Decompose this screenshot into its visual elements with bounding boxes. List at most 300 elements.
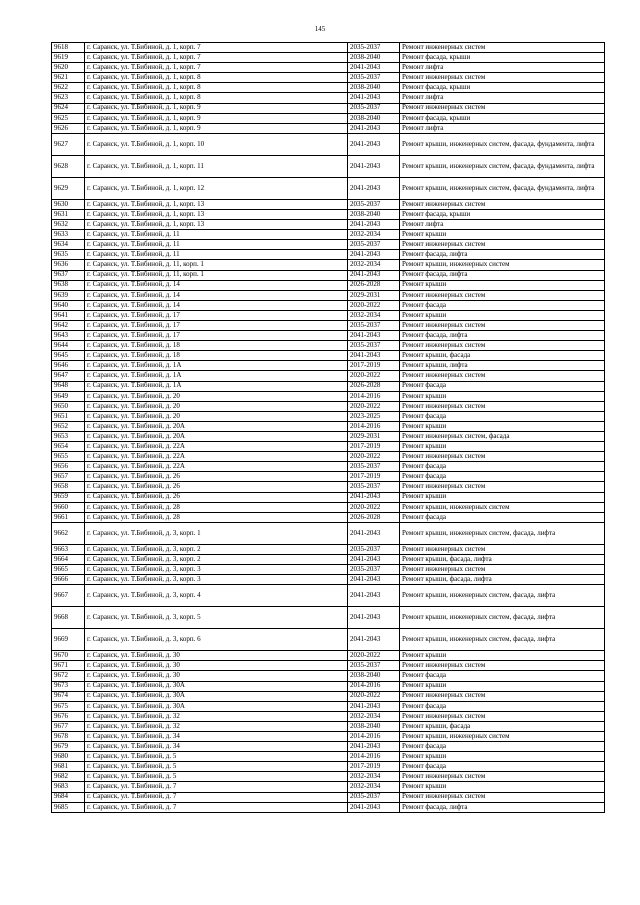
address-cell: г. Саранск, ул. Т.Бибиной, д. 14: [85, 280, 348, 290]
address-cell: г. Саранск, ул. Т.Бибиной, д. 17: [85, 331, 348, 341]
period-cell: 2029-2031: [348, 290, 400, 300]
address-cell: г. Саранск, ул. Т.Бибиной, д. 34: [85, 742, 348, 752]
row-number-cell: 9648: [52, 381, 85, 391]
table-row: [52, 103, 605, 113]
row-number-cell: 9668: [52, 607, 85, 629]
row-number-cell: 9657: [52, 472, 85, 482]
work-type-cell: Ремонт крыши, инженерных систем, фасада, лифта: [400, 607, 605, 629]
table-row: [52, 381, 605, 391]
address-cell: г. Саранск, ул. Т.Бибиной, д. 20: [85, 401, 348, 411]
row-number-cell: 9673: [52, 681, 85, 691]
row-number-cell: 9625: [52, 113, 85, 123]
work-type-cell: Ремонт крыши, инженерных систем: [400, 731, 605, 741]
period-cell: 2038-2040: [348, 671, 400, 681]
work-type-cell: Ремонт инженерных систем: [400, 482, 605, 492]
work-type-cell: Ремонт инженерных систем: [400, 772, 605, 782]
period-cell: 2041-2043: [348, 155, 400, 177]
row-number-cell: 9663: [52, 544, 85, 554]
work-type-cell: Ремонт инженерных систем: [400, 341, 605, 351]
address-cell: г. Саранск, ул. Т.Бибиной, д. 1А: [85, 371, 348, 381]
address-cell: г. Саранск, ул. Т.Бибиной, д. 1, корп. 8: [85, 73, 348, 83]
work-type-cell: Ремонт крыши, инженерных систем, фасада, лифта: [400, 585, 605, 607]
work-type-cell: Ремонт крыши: [400, 681, 605, 691]
work-type-cell: Ремонт крыши: [400, 782, 605, 792]
work-type-cell: Ремонт инженерных систем: [400, 452, 605, 462]
row-number-cell: 9678: [52, 731, 85, 741]
period-cell: 2026-2028: [348, 381, 400, 391]
address-cell: г. Саранск, ул. Т.Бибиной, д. 3, корп. 3: [85, 565, 348, 575]
row-number-cell: 9633: [52, 230, 85, 240]
table-row: [52, 742, 605, 752]
work-type-cell: Ремонт фасада: [400, 701, 605, 711]
table-row: [52, 522, 605, 544]
row-number-cell: 9681: [52, 762, 85, 772]
table-row: [52, 113, 605, 123]
row-number-cell: 9626: [52, 123, 85, 133]
work-type-cell: Ремонт инженерных систем: [400, 290, 605, 300]
table-row: [52, 585, 605, 607]
table-row: [52, 260, 605, 270]
period-cell: 2038-2040: [348, 721, 400, 731]
table-row: [52, 512, 605, 522]
table-row: [52, 442, 605, 452]
table-row: [52, 772, 605, 782]
row-number-cell: 9630: [52, 199, 85, 209]
period-cell: 2014-2016: [348, 681, 400, 691]
work-type-cell: Ремонт инженерных систем: [400, 661, 605, 671]
work-type-cell: Ремонт крыши, фасада, лифта: [400, 575, 605, 585]
period-cell: 2041-2043: [348, 351, 400, 361]
work-type-cell: Ремонт крыши: [400, 651, 605, 661]
table-row: [52, 391, 605, 401]
address-cell: г. Саранск, ул. Т.Бибиной, д. 30: [85, 661, 348, 671]
address-cell: г. Саранск, ул. Т.Бибиной, д. 1А: [85, 361, 348, 371]
table-row: [52, 270, 605, 280]
address-cell: г. Саранск, ул. Т.Бибиной, д. 7: [85, 782, 348, 792]
period-cell: 2038-2040: [348, 53, 400, 63]
row-number-cell: 9680: [52, 752, 85, 762]
row-number-cell: 9675: [52, 701, 85, 711]
row-number-cell: 9674: [52, 691, 85, 701]
table-row: [52, 177, 605, 199]
work-type-cell: Ремонт крыши: [400, 310, 605, 320]
work-type-cell: Ремонт крыши: [400, 492, 605, 502]
row-number-cell: 9669: [52, 629, 85, 651]
period-cell: 2017-2019: [348, 361, 400, 371]
row-number-cell: 9649: [52, 391, 85, 401]
row-number-cell: 9638: [52, 280, 85, 290]
period-cell: 2032-2034: [348, 230, 400, 240]
table-row: [52, 155, 605, 177]
table-row: [52, 230, 605, 240]
work-type-cell: Ремонт инженерных систем: [400, 43, 605, 53]
row-number-cell: 9642: [52, 320, 85, 330]
address-cell: г. Саранск, ул. Т.Бибиной, д. 18: [85, 351, 348, 361]
period-cell: 2041-2043: [348, 585, 400, 607]
table-row: [52, 661, 605, 671]
row-number-cell: 9621: [52, 73, 85, 83]
period-cell: 2038-2040: [348, 209, 400, 219]
period-cell: 2041-2043: [348, 554, 400, 564]
period-cell: 2035-2037: [348, 240, 400, 250]
table-row: [52, 123, 605, 133]
address-cell: г. Саранск, ул. Т.Бибиной, д. 11: [85, 250, 348, 260]
period-cell: 2041-2043: [348, 742, 400, 752]
period-cell: 2014-2016: [348, 391, 400, 401]
period-cell: 2041-2043: [348, 607, 400, 629]
address-cell: г. Саранск, ул. Т.Бибиной, д. 32: [85, 711, 348, 721]
row-number-cell: 9641: [52, 310, 85, 320]
period-cell: 2041-2043: [348, 522, 400, 544]
table-row: [52, 43, 605, 53]
row-number-cell: 9647: [52, 371, 85, 381]
table-row: [52, 310, 605, 320]
page-number: 145: [314, 25, 326, 33]
period-cell: 2032-2034: [348, 260, 400, 270]
table-row: [52, 401, 605, 411]
period-cell: 2020-2022: [348, 502, 400, 512]
work-type-cell: Ремонт фасада, лифта: [400, 270, 605, 280]
period-cell: 2035-2037: [348, 320, 400, 330]
work-type-cell: Ремонт крыши: [400, 280, 605, 290]
address-cell: г. Саранск, ул. Т.Бибиной, д. 7: [85, 802, 348, 812]
period-cell: 2035-2037: [348, 792, 400, 802]
address-cell: г. Саранск, ул. Т.Бибиной, д. 30А: [85, 701, 348, 711]
work-type-cell: Ремонт крыши, фасада, лифта: [400, 554, 605, 564]
period-cell: 2026-2028: [348, 512, 400, 522]
row-number-cell: 9643: [52, 331, 85, 341]
period-cell: 2041-2043: [348, 575, 400, 585]
row-number-cell: 9683: [52, 782, 85, 792]
address-cell: г. Саранск, ул. Т.Бибиной, д. 5: [85, 772, 348, 782]
row-number-cell: 9637: [52, 270, 85, 280]
work-type-cell: Ремонт фасада, крыши: [400, 83, 605, 93]
table-row: [52, 452, 605, 462]
period-cell: 2035-2037: [348, 661, 400, 671]
address-cell: г. Саранск, ул. Т.Бибиной, д. 30: [85, 651, 348, 661]
address-cell: г. Саранск, ул. Т.Бибиной, д. 22А: [85, 452, 348, 462]
table-row: [52, 341, 605, 351]
table-row: [52, 554, 605, 564]
row-number-cell: 9636: [52, 260, 85, 270]
work-type-cell: Ремонт крыши: [400, 391, 605, 401]
address-cell: г. Саранск, ул. Т.Бибиной, д. 3, корп. 2: [85, 544, 348, 554]
address-cell: г. Саранск, ул. Т.Бибиной, д. 22А: [85, 442, 348, 452]
period-cell: 2041-2043: [348, 492, 400, 502]
work-type-cell: Ремонт инженерных систем: [400, 371, 605, 381]
row-number-cell: 9644: [52, 341, 85, 351]
row-number-cell: 9660: [52, 502, 85, 512]
period-cell: 2017-2019: [348, 472, 400, 482]
work-type-cell: Ремонт крыши, инженерных систем, фасада, фундамента, лифта: [400, 177, 605, 199]
period-cell: 2041-2043: [348, 629, 400, 651]
work-type-cell: Ремонт крыши, инженерных систем, фасада, фундамента, лифта: [400, 133, 605, 155]
period-cell: 2035-2037: [348, 341, 400, 351]
address-cell: г. Саранск, ул. Т.Бибиной, д. 26: [85, 492, 348, 502]
repair-schedule-table: [51, 42, 605, 813]
work-type-cell: Ремонт фасада: [400, 462, 605, 472]
table-row: [52, 280, 605, 290]
row-number-cell: 9676: [52, 711, 85, 721]
period-cell: 2041-2043: [348, 133, 400, 155]
table-row: [52, 575, 605, 585]
address-cell: г. Саранск, ул. Т.Бибиной, д. 17: [85, 310, 348, 320]
period-cell: 2020-2022: [348, 452, 400, 462]
work-type-cell: Ремонт лифта: [400, 123, 605, 133]
address-cell: г. Саранск, ул. Т.Бибиной, д. 1, корп. 7: [85, 43, 348, 53]
address-cell: г. Саранск, ул. Т.Бибиной, д. 1, корп. 13: [85, 209, 348, 219]
work-type-cell: Ремонт фасада, лифта: [400, 331, 605, 341]
work-type-cell: Ремонт фасада: [400, 671, 605, 681]
row-number-cell: 9665: [52, 565, 85, 575]
work-type-cell: Ремонт фасада: [400, 762, 605, 772]
table-row: [52, 300, 605, 310]
period-cell: 2020-2022: [348, 300, 400, 310]
row-number-cell: 9619: [52, 53, 85, 63]
row-number-cell: 9677: [52, 721, 85, 731]
table-row: [52, 421, 605, 431]
address-cell: г. Саранск, ул. Т.Бибиной, д. 1, корп. 9: [85, 103, 348, 113]
work-type-cell: Ремонт крыши, фасада: [400, 721, 605, 731]
row-number-cell: 9655: [52, 452, 85, 462]
table-row: [52, 721, 605, 731]
table-row: [52, 93, 605, 103]
row-number-cell: 9662: [52, 522, 85, 544]
period-cell: 2026-2028: [348, 280, 400, 290]
row-number-cell: 9667: [52, 585, 85, 607]
address-cell: г. Саранск, ул. Т.Бибиной, д. 3, корп. 3: [85, 575, 348, 585]
row-number-cell: 9629: [52, 177, 85, 199]
address-cell: г. Саранск, ул. Т.Бибиной, д. 20: [85, 411, 348, 421]
work-type-cell: Ремонт фасада, крыши: [400, 113, 605, 123]
period-cell: 2023-2025: [348, 411, 400, 421]
row-number-cell: 9682: [52, 772, 85, 782]
work-type-cell: Ремонт фасада: [400, 300, 605, 310]
period-cell: 2017-2019: [348, 442, 400, 452]
address-cell: г. Саранск, ул. Т.Бибиной, д. 1, корп. 13: [85, 199, 348, 209]
table-row: [52, 472, 605, 482]
table-row: [52, 361, 605, 371]
period-cell: 2014-2016: [348, 421, 400, 431]
period-cell: 2014-2016: [348, 731, 400, 741]
table-row: [52, 133, 605, 155]
row-number-cell: 9645: [52, 351, 85, 361]
table-row: [52, 782, 605, 792]
table-row: [52, 802, 605, 812]
work-type-cell: Ремонт инженерных систем: [400, 711, 605, 721]
period-cell: 2017-2019: [348, 762, 400, 772]
address-cell: г. Саранск, ул. Т.Бибиной, д. 1, корп. 9: [85, 123, 348, 133]
address-cell: г. Саранск, ул. Т.Бибиной, д. 11, корп. 1: [85, 260, 348, 270]
work-type-cell: Ремонт инженерных систем: [400, 401, 605, 411]
work-type-cell: Ремонт лифта: [400, 93, 605, 103]
work-type-cell: Ремонт крыши, инженерных систем, фасада, фундамента, лифта: [400, 155, 605, 177]
table-row: [52, 220, 605, 230]
row-number-cell: 9671: [52, 661, 85, 671]
work-type-cell: Ремонт инженерных систем: [400, 199, 605, 209]
work-type-cell: Ремонт лифта: [400, 220, 605, 230]
period-cell: 2041-2043: [348, 802, 400, 812]
address-cell: г. Саранск, ул. Т.Бибиной, д. 34: [85, 731, 348, 741]
address-cell: г. Саранск, ул. Т.Бибиной, д. 1, корп. 9: [85, 113, 348, 123]
address-cell: г. Саранск, ул. Т.Бибиной, д. 28: [85, 512, 348, 522]
address-cell: г. Саранск, ул. Т.Бибиной, д. 3, корп. 2: [85, 554, 348, 564]
table-row: [52, 240, 605, 250]
row-number-cell: 9658: [52, 482, 85, 492]
period-cell: 2014-2016: [348, 752, 400, 762]
address-cell: г. Саранск, ул. Т.Бибиной, д. 14: [85, 290, 348, 300]
table-row: [52, 671, 605, 681]
row-number-cell: 9652: [52, 421, 85, 431]
table-row: [52, 565, 605, 575]
address-cell: г. Саранск, ул. Т.Бибиной, д. 22А: [85, 462, 348, 472]
work-type-cell: Ремонт инженерных систем, фасада: [400, 432, 605, 442]
table-row: [52, 752, 605, 762]
row-number-cell: 9651: [52, 411, 85, 421]
table-row: [52, 731, 605, 741]
table-row: [52, 502, 605, 512]
work-type-cell: Ремонт фасада, лифта: [400, 250, 605, 260]
address-cell: г. Саранск, ул. Т.Бибиной, д. 3, корп. 1: [85, 522, 348, 544]
row-number-cell: 9654: [52, 442, 85, 452]
address-cell: г. Саранск, ул. Т.Бибиной, д. 1, корп. 11: [85, 155, 348, 177]
period-cell: 2038-2040: [348, 113, 400, 123]
work-type-cell: Ремонт крыши, лифта: [400, 361, 605, 371]
address-cell: г. Саранск, ул. Т.Бибиной, д. 1, корп. 8: [85, 83, 348, 93]
work-type-cell: Ремонт фасада, крыши: [400, 209, 605, 219]
work-type-cell: Ремонт фасада, лифта: [400, 802, 605, 812]
address-cell: г. Саранск, ул. Т.Бибиной, д. 18: [85, 341, 348, 351]
period-cell: 2032-2034: [348, 310, 400, 320]
work-type-cell: Ремонт инженерных систем: [400, 544, 605, 554]
address-cell: г. Саранск, ул. Т.Бибиной, д. 5: [85, 762, 348, 772]
row-number-cell: 9646: [52, 361, 85, 371]
period-cell: 2020-2022: [348, 401, 400, 411]
work-type-cell: Ремонт инженерных систем: [400, 565, 605, 575]
address-cell: г. Саранск, ул. Т.Бибиной, д. 3, корп. 4: [85, 585, 348, 607]
period-cell: 2032-2034: [348, 782, 400, 792]
table-row: [52, 331, 605, 341]
row-number-cell: 9664: [52, 554, 85, 564]
table-row: [52, 701, 605, 711]
address-cell: г. Саранск, ул. Т.Бибиной, д. 3, корп. 5: [85, 607, 348, 629]
address-cell: г. Саранск, ул. Т.Бибиной, д. 20: [85, 391, 348, 401]
address-cell: г. Саранск, ул. Т.Бибиной, д. 1, корп. 8: [85, 93, 348, 103]
work-type-cell: Ремонт фасада: [400, 742, 605, 752]
work-type-cell: Ремонт фасада: [400, 381, 605, 391]
work-type-cell: Ремонт крыши, инженерных систем: [400, 502, 605, 512]
address-cell: г. Саранск, ул. Т.Бибиной, д. 1, корп. 13: [85, 220, 348, 230]
period-cell: 2035-2037: [348, 103, 400, 113]
period-cell: 2041-2043: [348, 701, 400, 711]
row-number-cell: 9685: [52, 802, 85, 812]
address-cell: г. Саранск, ул. Т.Бибиной, д. 1, корп. 12: [85, 177, 348, 199]
work-type-cell: Ремонт инженерных систем: [400, 320, 605, 330]
table-row: [52, 290, 605, 300]
row-number-cell: 9672: [52, 671, 85, 681]
address-cell: г. Саранск, ул. Т.Бибиной, д. 1, корп. 7: [85, 53, 348, 63]
work-type-cell: Ремонт крыши: [400, 442, 605, 452]
table-row: [52, 411, 605, 421]
table-row: [52, 482, 605, 492]
table-row: [52, 711, 605, 721]
work-type-cell: Ремонт лифта: [400, 63, 605, 73]
table-row: [52, 792, 605, 802]
address-cell: г. Саранск, ул. Т.Бибиной, д. 11: [85, 240, 348, 250]
table-row: [52, 199, 605, 209]
work-type-cell: Ремонт инженерных систем: [400, 240, 605, 250]
period-cell: 2041-2043: [348, 177, 400, 199]
table-row: [52, 544, 605, 554]
work-type-cell: Ремонт фасада: [400, 512, 605, 522]
address-cell: г. Саранск, ул. Т.Бибиной, д. 1, корп. 7: [85, 63, 348, 73]
address-cell: г. Саранск, ул. Т.Бибиной, д. 1, корп. 10: [85, 133, 348, 155]
row-number-cell: 9634: [52, 240, 85, 250]
row-number-cell: 9661: [52, 512, 85, 522]
row-number-cell: 9684: [52, 792, 85, 802]
row-number-cell: 9631: [52, 209, 85, 219]
address-cell: г. Саранск, ул. Т.Бибиной, д. 26: [85, 482, 348, 492]
work-type-cell: Ремонт инженерных систем: [400, 792, 605, 802]
period-cell: 2035-2037: [348, 565, 400, 575]
period-cell: 2041-2043: [348, 220, 400, 230]
period-cell: 2041-2043: [348, 123, 400, 133]
row-number-cell: 9632: [52, 220, 85, 230]
address-cell: г. Саранск, ул. Т.Бибиной, д. 5: [85, 752, 348, 762]
row-number-cell: 9622: [52, 83, 85, 93]
work-type-cell: Ремонт крыши, инженерных систем, фасада, лифта: [400, 629, 605, 651]
period-cell: 2038-2040: [348, 83, 400, 93]
period-cell: 2035-2037: [348, 199, 400, 209]
address-cell: г. Саранск, ул. Т.Бибиной, д. 20А: [85, 432, 348, 442]
table-row: [52, 691, 605, 701]
period-cell: 2035-2037: [348, 544, 400, 554]
period-cell: 2020-2022: [348, 651, 400, 661]
table-row: [52, 607, 605, 629]
row-number-cell: 9627: [52, 133, 85, 155]
work-type-cell: Ремонт крыши: [400, 752, 605, 762]
period-cell: 2041-2043: [348, 331, 400, 341]
address-cell: г. Саранск, ул. Т.Бибиной, д. 7: [85, 792, 348, 802]
table-row: [52, 320, 605, 330]
work-type-cell: Ремонт инженерных систем: [400, 73, 605, 83]
work-type-cell: Ремонт крыши: [400, 421, 605, 431]
row-number-cell: 9620: [52, 63, 85, 73]
table-body: [52, 43, 605, 813]
table-row: [52, 432, 605, 442]
row-number-cell: 9650: [52, 401, 85, 411]
work-type-cell: Ремонт инженерных систем: [400, 103, 605, 113]
row-number-cell: 9623: [52, 93, 85, 103]
work-type-cell: Ремонт крыши, инженерных систем, фасада, лифта: [400, 522, 605, 544]
work-type-cell: Ремонт крыши, инженерных систем: [400, 260, 605, 270]
address-cell: г. Саранск, ул. Т.Бибиной, д. 30А: [85, 691, 348, 701]
period-cell: 2032-2034: [348, 772, 400, 782]
table-row: [52, 462, 605, 472]
address-cell: г. Саранск, ул. Т.Бибиной, д. 17: [85, 320, 348, 330]
table-row: [52, 351, 605, 361]
address-cell: г. Саранск, ул. Т.Бибиной, д. 3, корп. 6: [85, 629, 348, 651]
table-row: [52, 371, 605, 381]
row-number-cell: 9639: [52, 290, 85, 300]
row-number-cell: 9624: [52, 103, 85, 113]
address-cell: г. Саранск, ул. Т.Бибиной, д. 1А: [85, 381, 348, 391]
row-number-cell: 9635: [52, 250, 85, 260]
address-cell: г. Саранск, ул. Т.Бибиной, д. 28: [85, 502, 348, 512]
row-number-cell: 9618: [52, 43, 85, 53]
address-cell: г. Саранск, ул. Т.Бибиной, д. 30: [85, 671, 348, 681]
address-cell: г. Саранск, ул. Т.Бибиной, д. 26: [85, 472, 348, 482]
